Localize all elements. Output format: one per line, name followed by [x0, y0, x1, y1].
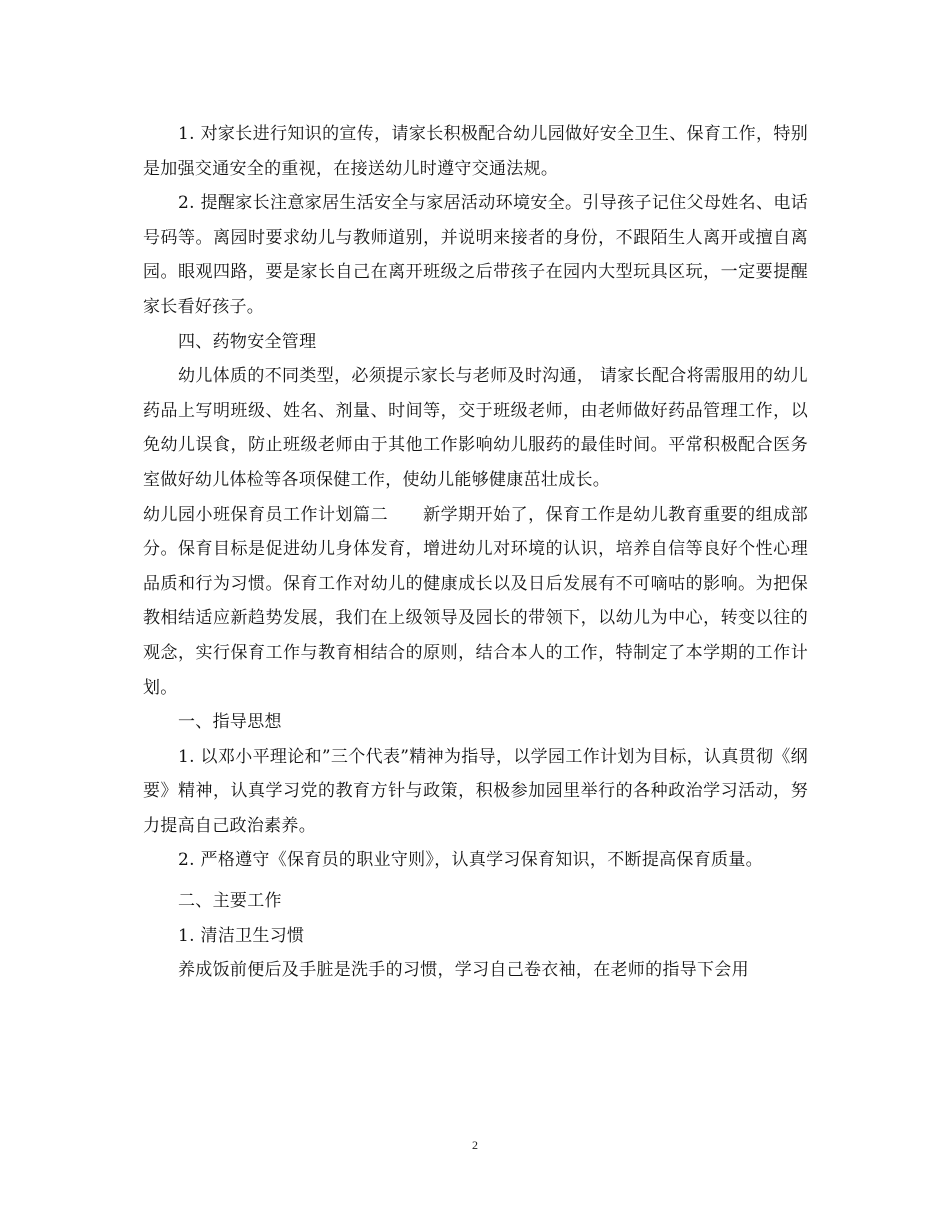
paragraph-medicine-management: 幼儿体质的不同类型，必须提示家长与老师及时沟通， 请家长配合将需服用的幼儿药品上写明班级、姓名、剂量、时间等，交于班级老师，由老师做好药品管理工作，以免幼儿误食，防止班级老师由于其他工作影响幼儿服药的最佳时间。平常积极配合医务室做好幼儿体检等各项保健工作，使幼儿能够健康茁壮成长。	[143, 366, 808, 490]
paragraph-parent-traffic-safety: 1. 对家长进行知识的宣传，请家长积极配合幼儿园做好安全卫生、保育工作，特别是加强交通安全的重视，在接送幼儿时遵守交通法规。	[143, 124, 808, 179]
paragraph-guiding-ideology-2: 2. 严格遵守《保育员的职业守则》，认真学习保育知识，不断提高保育质量。	[178, 850, 763, 871]
section-heading-main-work: 二、主要工作	[178, 891, 282, 912]
paragraph-guiding-ideology-1: 1. 以邓小平理论和”三个代表”精神为指导，以学园工作计划为目标，认真贯彻《纲要》精神，认真学习党的教育方针与政策，积极参加园里举行的各种政治学习活动，努力提高自己政治素养。	[143, 746, 808, 836]
paragraph-hygiene-habits: 养成饭前便后及手脏是洗手的习惯，学习自己卷衣袖，在老师的指导下会用	[178, 960, 749, 981]
body-text	[143, 117, 808, 988]
section-heading-guiding-ideology: 一、指导思想	[178, 712, 282, 733]
page-number: 2	[472, 1138, 478, 1152]
subheading-hygiene-habits: 1. 清洁卫生习惯	[178, 925, 305, 946]
paragraph-home-safety: 2. 提醒家长注意家居生活安全与家居活动环境安全。引导孩子记住父母姓名、电话号码等。离园时要求幼儿与教师道别，并说明来接者的身份，不跟陌生人离开或擅自离园。眼观四路，要是家长自己在离开班级之后带孩子在园内大型玩具区玩，一定要提醒家长看好孩子。	[143, 193, 808, 317]
section-heading-medicine-safety: 四、药物安全管理	[178, 331, 317, 352]
paragraph-plan-part-two-intro: 幼儿园小班保育员工作计划篇二 新学期开始了，保育工作是幼儿教育重要的组成部分。保育目标是促进幼儿身体发育，增进幼儿对环境的认识，培养自信等良好个性心理品质和行为习惯。保育工作对幼儿的健康成长以及日后发展有不可嘀咕的影响。为把保教相结适应新趋势发展，我们在上级领导及园长的带领下，以幼儿为中心，转变以往的观念，实行保育工作与教育相结合的原则，结合本人的工作，特制定了本学期的工作计划。	[143, 504, 808, 698]
